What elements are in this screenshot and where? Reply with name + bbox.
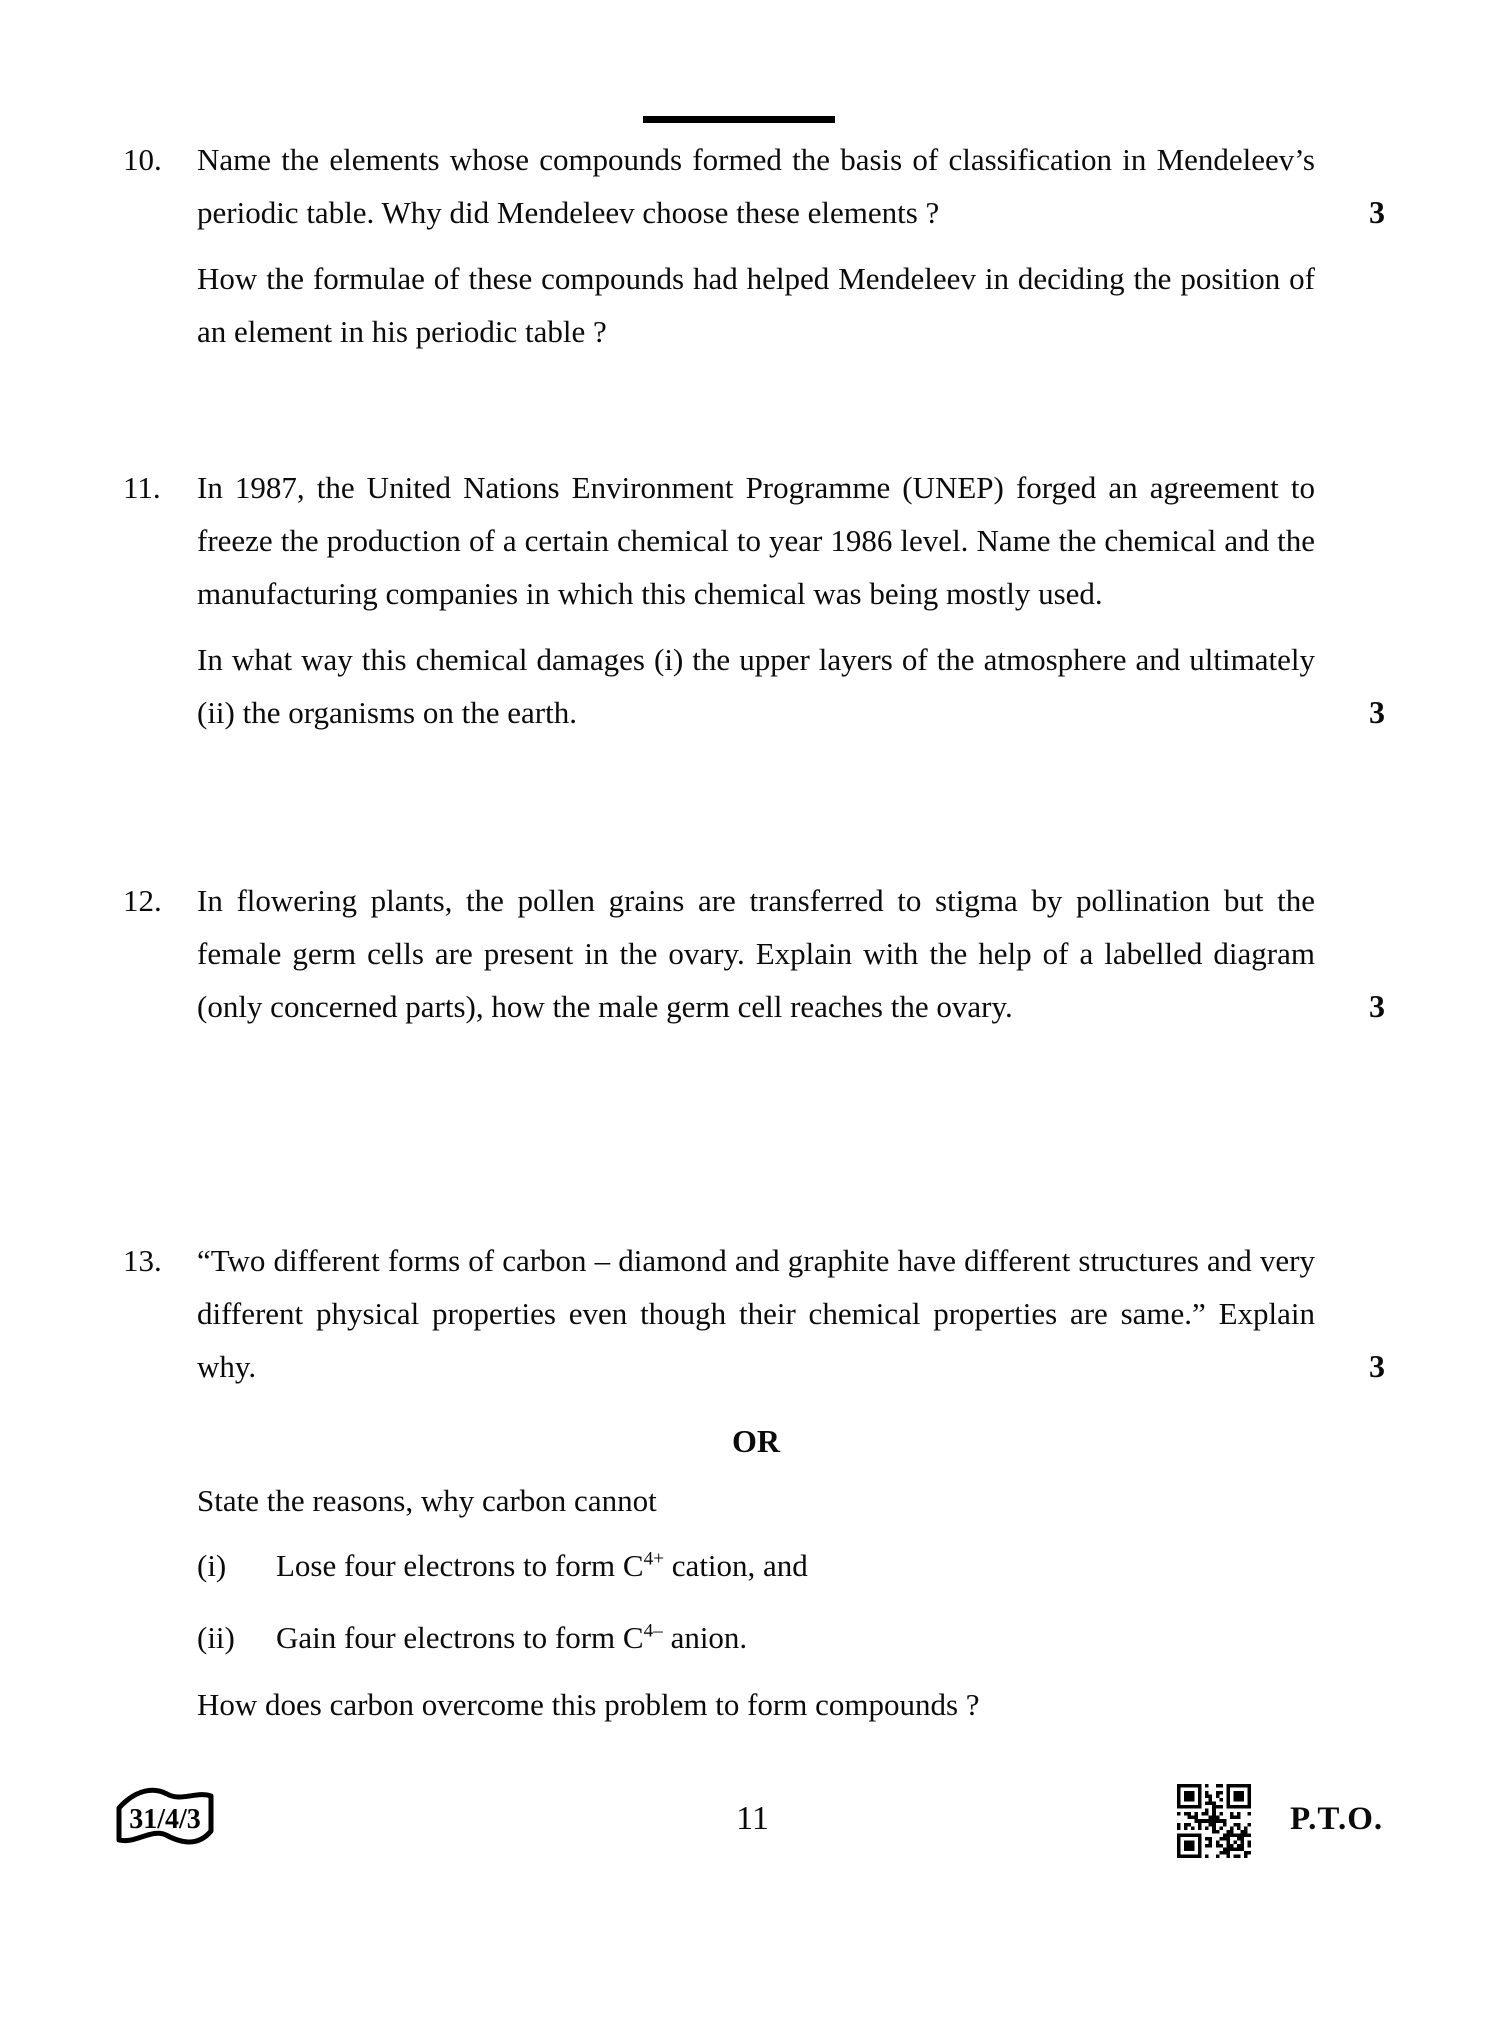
item-text (276, 1611, 747, 1664)
question-paragraph (197, 461, 1315, 620)
question-10 (123, 133, 1385, 358)
question-text: In 1987, the United Nations Environment Programme (UNEP) forged an agreement to freeze the production of a certain chemical to year 1986 level. Name the chemical and the manufacturing companies in which this chemical was being mostly used. (197, 470, 1315, 611)
question-paragraph (197, 633, 1385, 739)
qr-code-icon (1177, 1783, 1251, 1859)
alt-intro: State the reasons, why carbon cannot (197, 1483, 657, 1518)
item-superscript: 4+ (643, 1548, 665, 1570)
paper-code-text: 31/4/3 (129, 1804, 201, 1835)
item-label: (ii) (197, 1620, 235, 1655)
item-text-pre: Lose four electrons to form C (276, 1548, 644, 1583)
marks-value: 3 (1369, 194, 1385, 230)
question-paragraph (197, 133, 1385, 239)
question-text: How the formulae of these compounds had helped Mendeleev in deciding the position of an element in his periodic table ? (197, 261, 1315, 349)
alt-outro: How does carbon overcome this problem to form compounds ? (197, 1687, 980, 1722)
page-number: 11 (736, 1800, 769, 1837)
question-text: In flowering plants, the pollen grains are transferred to stigma by pollination but the female germ cells are present in the ovary. Explain with the help of a labelled diagram (only concerned parts), how the male germ cell reaches the ovary. (197, 883, 1315, 1024)
question-number: 10. (123, 142, 162, 177)
question-11 (123, 461, 1385, 739)
section-divider-rule (643, 116, 835, 123)
question-paragraph (197, 1234, 1385, 1393)
question-text: “Two different forms of carbon – diamond and graphite have different structures and very different physical properties even though their chemical properties are same.” Explain why. (197, 1243, 1315, 1384)
question-paragraph (197, 252, 1315, 358)
alt-item-i (197, 1539, 1315, 1592)
item-text (276, 1539, 808, 1592)
pto-label: P.T.O. (1290, 1801, 1384, 1837)
alt-item-ii (197, 1611, 1315, 1664)
question-paragraph (197, 874, 1385, 1033)
marks-value: 3 (1369, 694, 1385, 730)
marks-value: 3 (1369, 988, 1385, 1024)
question-number: 12. (123, 883, 162, 918)
item-text-post: anion. (662, 1620, 748, 1655)
item-label: (i) (197, 1548, 227, 1583)
question-number: 11. (123, 470, 161, 505)
or-label: OR (732, 1423, 780, 1459)
item-text-pre: Gain four electrons to form C (276, 1620, 644, 1655)
question-12 (123, 874, 1385, 1033)
question-number: 13. (123, 1243, 162, 1278)
item-superscript: 4– (643, 1620, 663, 1642)
marks-value: 3 (1369, 1348, 1385, 1384)
item-text-post: cation, and (664, 1548, 808, 1583)
question-text: Name the elements whose compounds formed the basis of classification in Mendeleev’s periodic table. Why did Mendeleev choose these elements ? (197, 142, 1315, 230)
question-13 (123, 1234, 1385, 1393)
question-text: In what way this chemical damages (i) the upper layers of the atmosphere and ultimately (ii) the organisms on the earth. (197, 642, 1315, 730)
